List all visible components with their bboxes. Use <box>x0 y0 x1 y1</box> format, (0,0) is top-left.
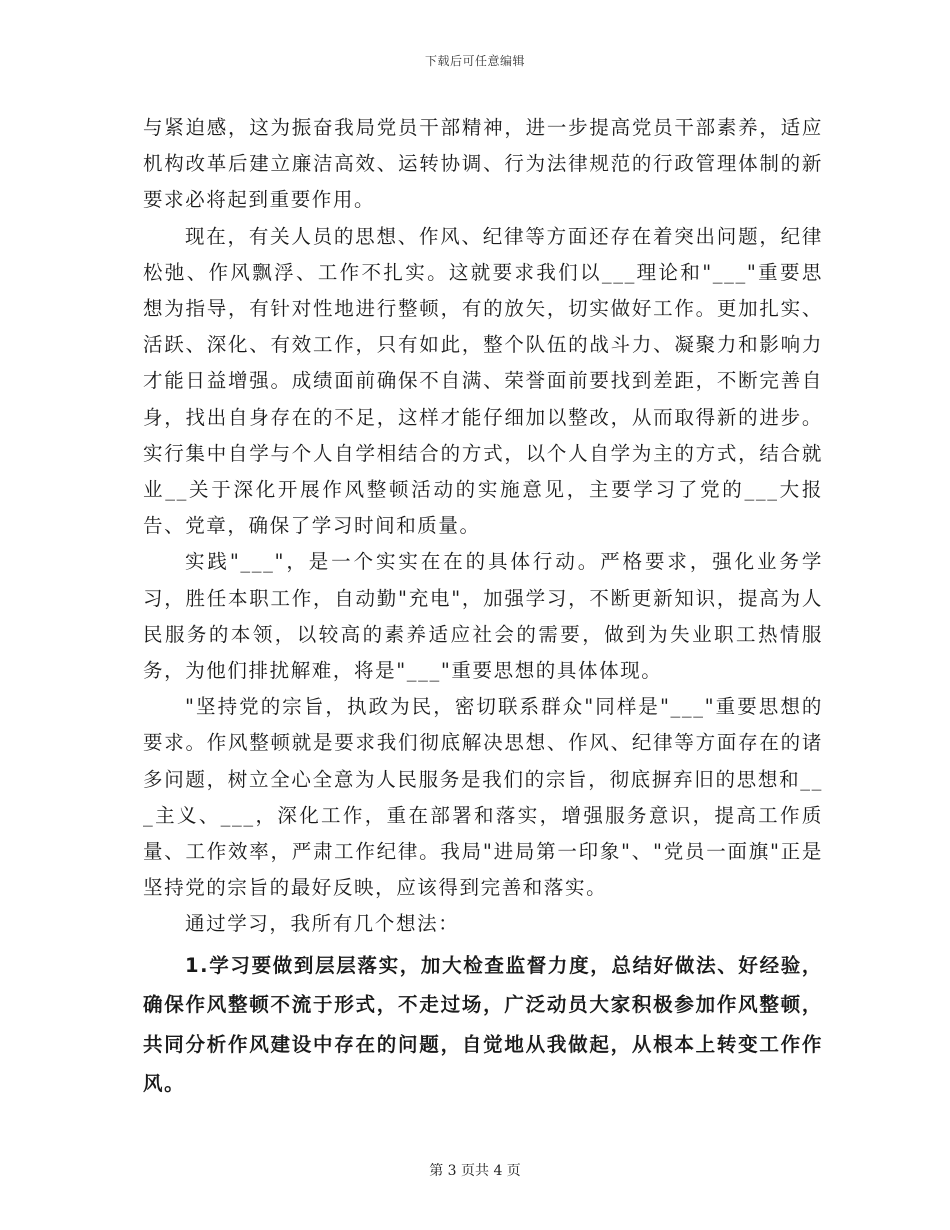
paragraph-current-issues: 现在，有关人员的思想、作风、纪律等方面还存在着突出问题，纪律松弛、作风飘浮、工作不扎实。这就要求我们以___理论和"___"重要思想为指导，有针对性地进行整顿，有的放矢，切实做好工作。更加扎实、活跃、深化、有效工作，只有如此，整个队伍的战斗力、凝聚力和影响力才能日益增强。成绩面前确保不自满、荣誉面前要找到差距，不断完善自身，找出自身存在的不足，这样才能仔细加以整改，从而取得新的进步。实行集中自学与个人自学相结合的方式，以个人自学为主的方式，结合就业__关于深化开展作风整顿活动的实施意见，主要学习了党的___大报告、党章，确保了学习时间和质量。 <box>143 224 823 538</box>
paragraph-continuation: 与紧迫感，这为振奋我局党员干部精神，进一步提高党员干部素养，适应机构改革后建立廉洁高效、运转协调、行为法律规范的行政管理体制的新要求必将起到重要作用。 <box>143 116 823 212</box>
paragraph-party-purpose: "坚持党的宗旨，执政为民，密切联系群众"同样是"___"重要思想的要求。作风整顿就是要求我们彻底解决思想、作风、纪律等方面存在的诸多问题，树立全心全意为人民服务是我们的宗旨，彻底摒弃旧的思想和___主义、___，深化工作，重在部署和落实，增强服务意识，提高工作质量、工作效率，严肃工作纪律。我局"进局第一印象"、"党员一面旗"正是坚持党的宗旨的最好反映，应该得到完善和落实。 <box>143 695 823 900</box>
page-header-note: 下载后可任意编辑 <box>424 54 525 68</box>
paragraph-point-one: 1.学习要做到层层落实，加大检查监督力度，总结好做法、好经验，确保作风整顿不流于形式，不走过场，广泛动员大家积极参加作风整顿，共同分析作风建设中存在的问题，自觉地从我做起，从根本上转变工作作风。 <box>143 953 823 1096</box>
paragraph-practice: 实践"___"，是一个实实在在的具体行动。严格要求，强化业务学习，胜任本职工作，自动勤"充电"，加强学习，不断更新知识，提高为人民服务的本领，以较高的素养适应社会的需要，做到为失业职工热情服务，为他们排扰解难，将是"___"重要思想的具体体现。 <box>143 550 823 683</box>
page-footer-number: 第 3 页共 4 页 <box>429 1163 521 1179</box>
paragraph-thoughts-intro: 通过学习，我所有几个想法： <box>185 912 460 936</box>
document-body <box>143 110 823 1104</box>
